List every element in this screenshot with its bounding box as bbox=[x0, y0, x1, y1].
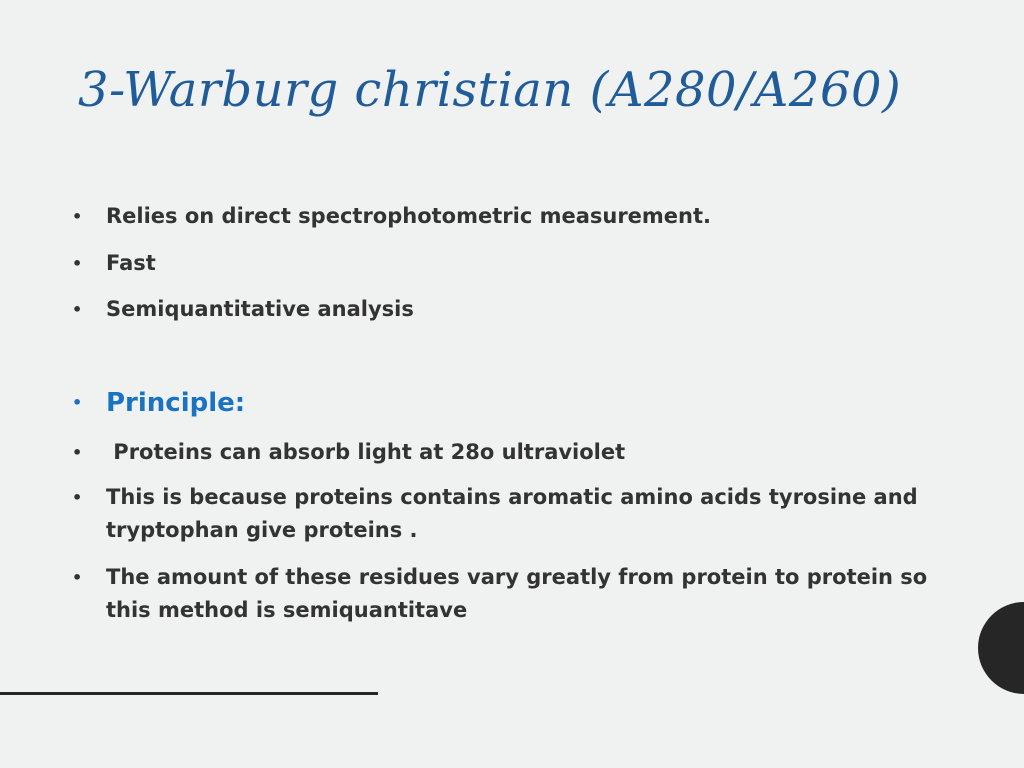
principle-bullet-text: This is because proteins contains aromatic amino acids tyrosine and tryptophan give proteins . bbox=[106, 485, 918, 542]
bullet-item bbox=[72, 293, 956, 326]
bullet-dot: • bbox=[72, 254, 83, 273]
bullet-dot: • bbox=[72, 568, 83, 587]
bullet-text: Semiquantitative analysis bbox=[106, 297, 414, 321]
principle-bullet-text: The amount of these residues vary greatly from protein to protein so this method is semiquantitave bbox=[106, 565, 928, 622]
slide-title: 3-Warburg christian (A280/A260) bbox=[78, 62, 902, 118]
principle-bullet-item bbox=[72, 561, 956, 627]
bullet-dot: • bbox=[72, 488, 83, 507]
bullet-text: Relies on direct spectrophotometric measurement. bbox=[106, 204, 712, 228]
bullet-dot: • bbox=[72, 393, 83, 412]
bullet-item bbox=[72, 200, 956, 233]
decorative-rule bbox=[0, 692, 378, 695]
bullet-item bbox=[72, 247, 956, 280]
bullet-dot: • bbox=[72, 207, 83, 226]
principle-heading-item bbox=[72, 385, 956, 421]
principle-bullet-text: Proteins can absorb light at 28o ultraviolet bbox=[106, 440, 626, 464]
bullet-text: Fast bbox=[106, 251, 156, 275]
principle-bullet-item bbox=[72, 481, 956, 547]
principle-heading: Principle: bbox=[106, 388, 246, 418]
bullet-dot: • bbox=[72, 300, 83, 319]
principle-bullet-item bbox=[72, 436, 956, 469]
decorative-circle bbox=[978, 602, 1024, 694]
bullet-dot: • bbox=[72, 443, 83, 462]
